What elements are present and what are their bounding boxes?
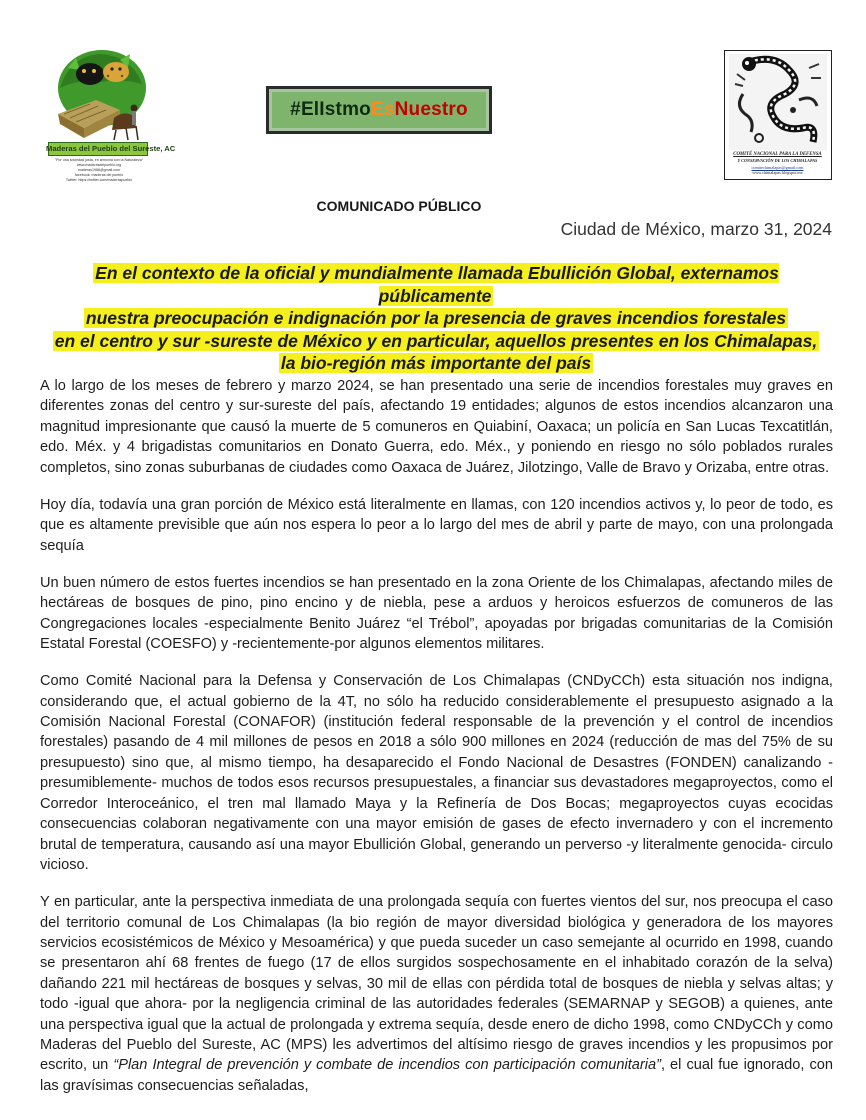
body-paragraph-3: Un buen número de estos fuertes incendios se han presentado en la zona Oriente de los Chimalapas, afectando miles de hectáreas de bosques de pino, pino encino y de niebla, pese a arduos y heroicos esfuerzos de comuneros de las Congregaciones locales -especialmente Benito Juárez “el Trébol”, apoyadas por brigadas comunitarias de la Comisión Estatal Forestal (COESFO) y -recientemente-por algunos elementos militares. [40, 574, 833, 653]
document-title-text: COMUNICADO PÚBLICO [316, 198, 482, 214]
headline-line-1: En el contexto de la oficial y mundialmente llamada Ebullición Global, externamos públicamente [95, 263, 779, 306]
headline-line-4: la bio-región más importante del país [280, 353, 592, 373]
logo-facebook: facebook: maderas del pueblo [74, 173, 124, 177]
logo-org-name: Maderas del Pueblo del Sureste, AC [46, 144, 176, 153]
logo-slogan: "Por una sociedad justa, en armonía con la Naturaleza" [54, 158, 144, 162]
serpent-glyph-logo-art [729, 54, 827, 150]
document-body [40, 376, 833, 1113]
comite-chimalapas-logo [724, 50, 832, 180]
headline [40, 262, 832, 375]
body-paragraph-1: A lo largo de los meses de febrero y marzo 2024, se han presentado una serie de incendios forestales muy graves en diferentes zonas del centro y sur-sureste del país, afectando 19 entidades; algunos de estos incendios alcanzaron una magnitud impresionante que causó la muerte de 5 comuneros en Quiabiní, Oaxaca; un policía en San Lucas Texcatitlán, edo. Méx. y 4 brigadistas comunitarios en Donato Guerra, edo. Méx., y poniendo en riesgo no sólo poblados rurales completos, sino zonas suburbanas de ciudades como Oaxaca de Juárez, Jilotzingo, Valle de Bravo y Orizaba, entre otras. [40, 378, 833, 476]
hashtag-part-istmo: #ElIstmo [290, 99, 371, 120]
comite-web: www.chimalapas.blogspot.mx [752, 170, 803, 175]
body-paragraph-4: Como Comité Nacional para la Defensa y Conservación de Los Chimalapas (CNDyCCh) esta situación nos indigna, considerando que, el actual gobierno de la 4T, no sólo ha reducido considerablemente el presupuesto asignado a la Comisión Nacional Forestal (CONAFOR) (institución federal responsable de la prevención y el control de incendios forestales) pasando de 4 mil millones de pesos en 2018 a sólo 900 millones en 2024 (reducción de mas del 75% de su presupuesto) sino que, al mismo tiempo, ha desaparecido el Fondo Nacional de Desastres (FONDEN) canalizando -presumiblemente- muchos de todos esos recursos presupuestales, a financiar sus devastadores megaproyectos, como el Corredor Interoceánico, el tren mal llamado Maya y la Refinería de Dos Bocas; megaproyectos cuyas ecocidas consecuencias colaboran negativamente con una mayor emisión de gases de efecto invernadero y con el incremento brutal de temperatura, causando así una mayor Ebullición Global, generando un perverso -y literalmente genocida- circulo vicioso. [40, 673, 833, 873]
logo-email: maderas1986@gmail.com [77, 168, 120, 172]
document-title [0, 198, 832, 214]
comite-name-line2: Y CONSERVACIÓN DE LOS CHIMALAPAS [737, 158, 818, 163]
comite-email: comitechimalapas@gmail.com [751, 165, 804, 170]
headline-line-2: nuestra preocupación e indignación por la presencia de graves incendios forestales [85, 308, 787, 328]
paragraph-5-text-before: Y en particular, ante la perspectiva inmediata de una prolongada sequía con fuertes vientos del sur, nos preocupa el caso del territorio comunal de Los Chimalapas (la bio región de mayor diversidad biológica y generadora de los mayores servicios ecosistémicos de México y Mesoamérica) y que pueda suceder un caso semejante al ocurrido en 1998, cuando se presentaron ahí 68 frentes de fuego (17 de ellos surgidos sospechosamente en el inhabitado corazón de la selva) dañando 221 mil hectáreas de bosques y selvas, 30 mil de ellas con pérdida total de bosques de niebla y selvas altas; y todo -igual que ahora- por la negligencia criminal de las autoridades federales (SEMARNAP y SEGOB) a quienes, ante una perspectiva igual que la actual de prolongada y extrema sequía, desde enero de dicho 1998, como CNDyCCh y como Maderas del Pueblo del Sureste, AC (MPS) les advertimos del altísimo riesgo de graves incendios y les propusimos por escrito, un [40, 894, 833, 1074]
hashtag-part-nuestro: Nuestro [394, 99, 468, 120]
paragraph-5-text-after: , el cual fue ignorado, con las gravísimas consecuencias señaladas, [40, 1057, 833, 1094]
jaguar-forest-logo-art [50, 48, 148, 142]
hashtag-badge [266, 86, 492, 134]
document-date: Ciudad de México, marzo 31, 2024 [560, 219, 832, 239]
hashtag-part-es: Es [370, 99, 395, 120]
logo-twitter: Twitter: https://twitter.com/maderaspueblo [65, 178, 133, 182]
body-paragraph-5 [40, 892, 833, 1096]
maderas-del-pueblo-logo [46, 48, 176, 183]
headline-line-3: en el centro y sur -sureste de México y en particular, aquellos presentes en los Chimalapas, [54, 330, 818, 351]
comite-name-line1: COMITÉ NACIONAL PARA LA DEFENSA [733, 152, 822, 157]
logo-web: www.maderasdelpueblo.org [76, 163, 122, 167]
body-paragraph-2: Hoy día, todavía una gran porción de México está literalmente en llamas, con 120 incendios activos y, lo peor de todo, es que es altamente previsible que aún nos espera lo peor a lo largo del mes de abril y parte de mayo, con una prolongada sequía [40, 496, 833, 554]
plan-integral-title: “Plan Integral de prevención y combate de incendios con participación comunitaria” [113, 1057, 661, 1074]
